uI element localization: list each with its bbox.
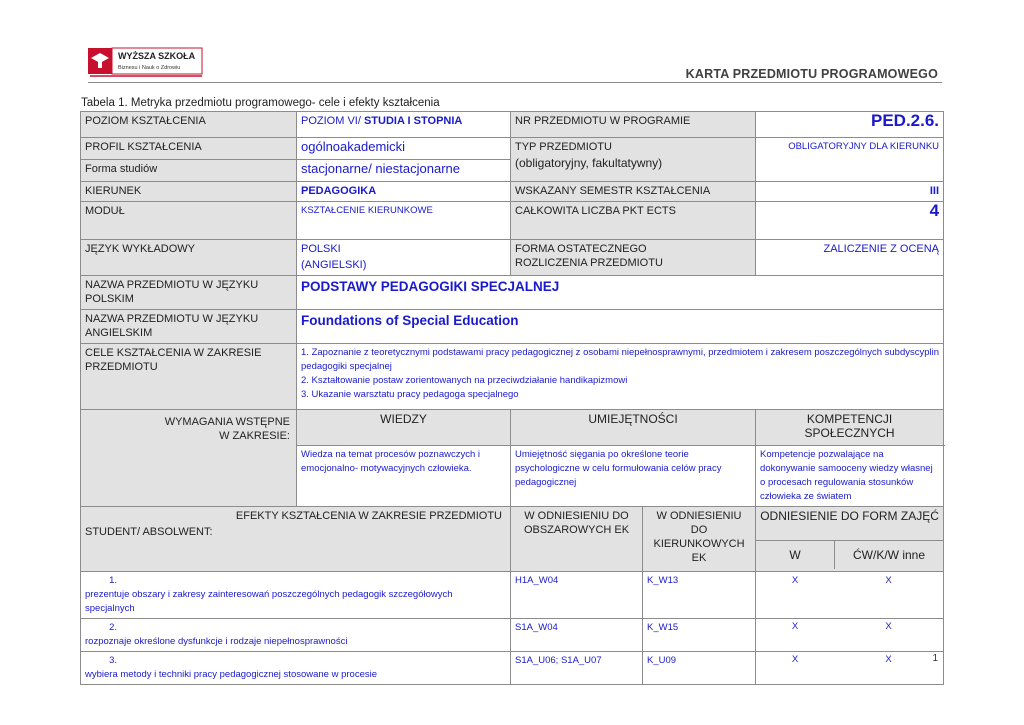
efekt-obszar: H1A_W04 xyxy=(511,572,643,619)
poziom-label: POZIOM KSZTAŁCENIA xyxy=(81,112,297,138)
formy-header: ODNIESIENIE DO FORM ZAJĘĆ xyxy=(756,507,944,541)
cele-item: 2. Kształtowanie postaw zorientowanych na przeciwdziałanie handikapizmowi xyxy=(301,375,628,386)
ects-value: 4 xyxy=(756,202,944,240)
jezyk-label: JĘZYK WYKŁADOWY xyxy=(81,240,297,276)
cele-item: 1. Zapoznanie z teoretycznymi podstawami pracy pedagogicznej z osobami niepełnosprawnymi, przedmiotem i zakresem poszczególnych subdyscyplin pedagogiki specjalnej xyxy=(301,347,940,372)
logo-graphic xyxy=(88,46,206,78)
efekt-w: X xyxy=(791,575,799,586)
cele-item: 3. Ukazanie warsztatu pracy pedagoga specjalnego xyxy=(301,389,519,400)
efekty-header: EFEKTY KSZTAŁCENIA W ZAKRESIE PRZEDMIOTU STUDENT/ ABSOLWENT: xyxy=(81,507,511,572)
nr-label: NR PRZEDMIOTU W PROGRAMIE xyxy=(511,112,756,138)
rozliczenie-value: ZALICZENIE Z OCENĄ xyxy=(756,240,944,276)
document-title: KARTA PRZEDMIOTU PROGRAMOWEGO xyxy=(685,67,938,81)
semestr-label: WSKAZANY SEMESTR KSZTAŁCENIA xyxy=(511,182,756,202)
kierunek-value: PEDAGOGIKA xyxy=(297,182,511,202)
poziom-value: POZIOM VI/ STUDIA I STOPNIA xyxy=(297,112,511,138)
formy-subheader xyxy=(756,541,944,572)
ects-label: CAŁKOWITA LICZBA PKT ECTS xyxy=(511,202,756,240)
efekt-text: 1.prezentuje obszary i zakresy zainteresowań poszczególnych pedagogik szczegółowych specjalnych xyxy=(81,572,511,619)
semestr-value: III xyxy=(756,182,944,202)
kompetencje-value: Kompetencje pozwalające na dokonywanie samooceny wiedzy własnej o procesach regulowania stosunków człowieka ze światem xyxy=(756,446,944,507)
forma-value: stacjonarne/ niestacjonarne xyxy=(297,160,511,182)
wiedza-value: Wiedza na temat procesów poznawczych i emocjonalno- motywacyjnych człowieka. xyxy=(297,446,511,507)
rozliczenie-label: FORMA OSTATECZNEGO ROZLICZENIA PRZEDMIOTU xyxy=(511,240,756,276)
forma-label: Forma studiów xyxy=(81,160,297,182)
wymagania-label: WYMAGANIA WSTĘPNE W ZAKRESIE: xyxy=(81,410,297,507)
table-row xyxy=(81,619,944,652)
modul-label: MODUŁ xyxy=(81,202,297,240)
efekt-cw: X xyxy=(885,654,892,665)
efekt-cw: X xyxy=(885,575,892,586)
cele-list xyxy=(297,344,944,410)
nazwa-en-value: Foundations of Special Education xyxy=(297,310,944,344)
typ-value: OBLIGATORYJNY DLA KIERUNKU xyxy=(756,138,944,182)
logo-line2: Biznesu i Nauk o Zdrowiu xyxy=(118,65,181,71)
nazwa-pl-label: NAZWA PRZEDMIOTU W JĘZYKU POLSKIM xyxy=(81,276,297,310)
kier-header: W ODNIESIENIU DO KIERUNKOWYCH EK xyxy=(643,507,756,572)
typ-label: TYP PRZEDMIOTU (obligatoryjny, fakultatywny) xyxy=(511,138,756,182)
table-row xyxy=(81,572,944,619)
profil-label: PROFIL KSZTAŁCENIA xyxy=(81,138,297,160)
efekt-formy xyxy=(756,619,944,652)
kompetencje-header: KOMPETENCJI SPOŁECZNYCH xyxy=(756,410,944,446)
table-caption: Tabela 1. Metryka przedmiotu programowego- cele i efekty kształcenia xyxy=(81,97,440,109)
school-logo xyxy=(88,46,206,78)
w-header: W xyxy=(756,541,835,569)
table-row xyxy=(81,652,944,685)
jezyk-value: POLSKI (ANGIELSKI) xyxy=(297,240,511,276)
efekt-kier: K_W15 xyxy=(643,619,756,652)
obszar-header: W ODNIESIENIU DO OBSZAROWYCH EK xyxy=(511,507,643,572)
efekt-obszar: S1A_U06; S1A_U07 xyxy=(511,652,643,685)
umiejetnosci-value: Umiejętność sięgania po określone teorie psychologiczne w celu formułowania celów pracy pedagogicznej xyxy=(511,446,756,507)
logo-line1: WYŻSZA SZKOŁA xyxy=(118,51,196,61)
nazwa-pl-value: PODSTAWY PEDAGOGIKI SPECJALNEJ xyxy=(297,276,944,310)
course-metadata-table xyxy=(80,111,944,685)
kierunek-label: KIERUNEK xyxy=(81,182,297,202)
efekt-formy xyxy=(756,652,944,685)
cele-label: CELE KSZTAŁCENIA W ZAKRESIE PRZEDMIOTU xyxy=(81,344,297,410)
efekt-w: X xyxy=(791,654,799,665)
efekt-cw: X xyxy=(885,621,892,632)
profil-value: ogólnoakademicki xyxy=(297,138,511,160)
efekt-text: 2.rozpoznaje określone dysfunkcje i rodzaje niepełnosprawności xyxy=(81,619,511,652)
page-number: 1 xyxy=(932,653,938,664)
modul-value: KSZTAŁCENIE KIERUNKOWE xyxy=(297,202,511,240)
header-divider xyxy=(88,82,942,83)
wiedza-header: WIEDZY xyxy=(297,410,511,446)
cwk-header: ĆW/K/W inne xyxy=(853,548,926,563)
efekt-text: 3.wybiera metody i techniki pracy pedagogicznej stosowane w procesie xyxy=(81,652,511,685)
efekt-formy xyxy=(756,572,944,619)
efekt-w: X xyxy=(791,621,799,632)
nazwa-en-label: NAZWA PRZEDMIOTU W JĘZYKU ANGIELSKIM xyxy=(81,310,297,344)
efekt-kier: K_W13 xyxy=(643,572,756,619)
efekt-kier: K_U09 xyxy=(643,652,756,685)
umiejetnosci-header: UMIEJĘTNOŚCI xyxy=(511,410,756,446)
nr-value: PED.2.6. xyxy=(756,112,944,138)
efekt-obszar: S1A_W04 xyxy=(511,619,643,652)
